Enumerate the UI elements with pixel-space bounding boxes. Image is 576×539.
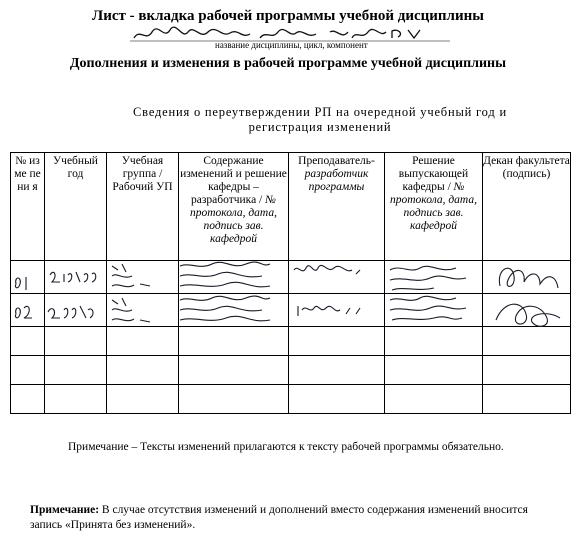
note-no-changes: Примечание: В случае отсутствия изменений и дополнений вместо содержания изменений вносится запись «Принята без изменений». — [30, 504, 528, 531]
header-dean: Декан факультета (подпись) — [483, 153, 571, 261]
hw-group-1 — [112, 264, 150, 287]
header-academic-year: Учебный год — [45, 153, 107, 261]
hw-dean-1 — [499, 268, 558, 288]
hw-content-1 — [180, 262, 270, 287]
hw-num-02 — [15, 306, 32, 318]
hw-num-01 — [15, 277, 26, 290]
hw-decision-1 — [390, 266, 466, 290]
hw-year-2 — [48, 306, 93, 318]
hw-dean-2 — [496, 304, 560, 326]
section-heading: Дополнения и изменения в рабочей программе учебной дисциплины — [69, 56, 507, 71]
hw-teacher-1 — [294, 265, 360, 274]
hw-teacher-2 — [298, 306, 360, 316]
header-decision: Решение выпускающей кафедры / № протокола, дата, подпись зав. кафедрой — [385, 153, 483, 261]
note-attachments: Примечание – Тексты изменений прилагаются к тексту рабочей программы обязательно. — [68, 441, 504, 453]
header-group: Учебная группа /Рабочий УП — [107, 153, 179, 261]
header-change-number: № из ме пе ни я — [11, 153, 45, 261]
page-title: Лист - вкладка рабочей программы учебной дисциплины — [92, 8, 484, 24]
hw-year-1 — [50, 272, 96, 282]
hw-decision-2 — [390, 296, 466, 320]
header-teacher: Преподаватель- разработчик программы — [289, 153, 385, 261]
hw-group-2 — [112, 298, 150, 322]
header-content: Содержание изменений и решение кафедры – разработчика / № протокола, дата, подпись зав. кафедрой — [179, 153, 289, 261]
info-heading: Сведения о переутверждении РП на очередной учебный год и регистрация изменений — [133, 105, 507, 134]
hw-content-2 — [180, 296, 270, 321]
discipline-caption: название дисциплины, цикл, компонент — [215, 40, 368, 50]
